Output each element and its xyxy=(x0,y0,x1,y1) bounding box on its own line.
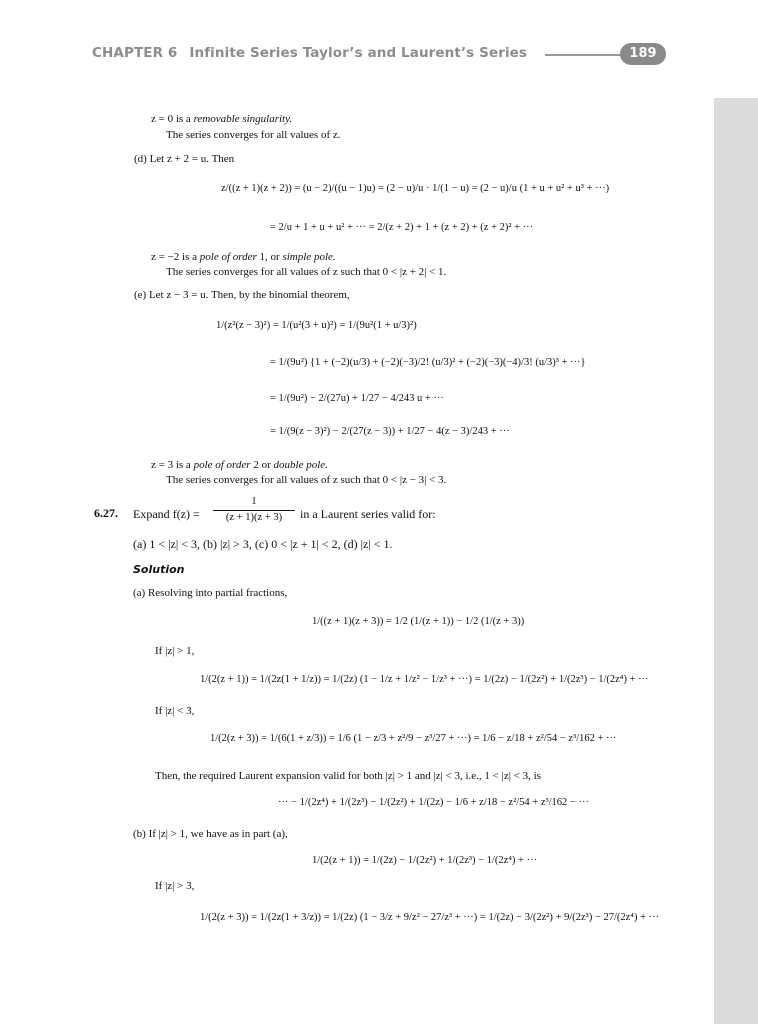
e-convergence: The series converges for all values of z such that 0 < |z − 3| < 3. xyxy=(166,474,447,486)
d-convergence: The series converges for all values of z such that 0 < |z + 2| < 1. xyxy=(166,266,447,278)
b-intro: (b) If |z| > 1, we have as in part (a), xyxy=(133,828,288,840)
chapter-title: Infinite Series Taylor’s and Laurent’s Series xyxy=(189,45,528,61)
running-header xyxy=(92,45,527,61)
if-case-1-equation: 1/(2(z + 1)) = 1/(2z(1 + 1/z)) = 1/(2z) (1 − 1/z + 1/z² − 1/z³ + ···) = 1/(2z) − 1/(2z²) + 1/(2z³) − 1/(2z⁴) + ··· xyxy=(200,674,649,685)
if-case-3: If |z| > 3, xyxy=(155,880,195,892)
problem-number: 6.27. xyxy=(94,506,118,520)
problem-statement-lead: Expand f(z) = xyxy=(133,507,200,521)
laurent-expansion: ··· − 1/(2z⁴) + 1/(2z³) − 1/(2z²) + 1/(2z) − 1/6 + z/18 − z²/54 + z³/162 − ··· xyxy=(278,797,589,808)
then-statement: Then, the required Laurent expansion valid for both |z| > 1 and |z| < 3, i.e., 1 < |z| < 3, is xyxy=(155,770,541,782)
c-convergence: The series converges for all values of z. xyxy=(166,129,341,141)
page-number: 189 xyxy=(620,43,666,65)
problem-cases: (a) 1 < |z| < 3, (b) |z| > 3, (c) 0 < |z + 1| < 2, (d) |z| < 1. xyxy=(133,537,393,551)
d-intro: (d) Let z + 2 = u. Then xyxy=(134,153,235,165)
partial-fraction-equation: 1/((z + 1)(z + 3)) = 1/2 (1/(z + 1)) − 1/2 (1/(z + 3)) xyxy=(312,616,525,627)
fraction-denominator: (z + 1)(z + 3) xyxy=(225,511,283,523)
d-equation-2: = 2/u + 1 + u + u² + ··· = 2/(z + 2) + 1 + (z + 2) + (z + 2)² + ··· xyxy=(270,222,534,233)
b-equation: 1/(2(z + 1)) = 1/(2z) − 1/(2z²) + 1/(2z³) − 1/(2z⁴) + ··· xyxy=(312,855,538,866)
e-equation-2: = 1/(9u²) {1 + (−2)(u/3) + (−2)(−3)/2! (u/3)² + (−2)(−3)(−4)/3! (u/3)³ + ···} xyxy=(270,357,586,368)
if-case-2-equation: 1/(2(z + 3)) = 1/(6(1 + z/3)) = 1/6 (1 − z/3 + z²/9 − z³/27 + ···) = 1/6 − z/18 + z²/54 − z³/162 + ··· xyxy=(210,733,617,744)
solution-label: Solution xyxy=(133,563,185,576)
a-intro: (a) Resolving into partial fractions, xyxy=(133,587,288,599)
e-equation-1: 1/(z²(z − 3)²) = 1/(u²(3 + u)²) = 1/(9u²(1 + u/3)²) xyxy=(216,320,417,331)
page-side-tab xyxy=(714,98,758,1024)
d-conclusion: z = −2 is a pole of order 1, or simple pole. xyxy=(151,251,336,263)
d-equation-1: z/((z + 1)(z + 2)) = (u − 2)/((u − 1)u) = (2 − u)/u · 1/(1 − u) = (2 − u)/u (1 + u + u² + u³ + ···) xyxy=(221,183,610,194)
e-equation-4: = 1/(9(z − 3)²) − 2/(27(z − 3)) + 1/27 − 4(z − 3)/243 + ··· xyxy=(270,426,510,437)
c-conclusion: z = 0 is a removable singularity. xyxy=(151,113,293,125)
e-equation-3: = 1/(9u²) − 2/(27u) + 1/27 − 4/243 u + ··· xyxy=(270,393,444,404)
e-conclusion: z = 3 is a pole of order 2 or double pole. xyxy=(151,459,328,471)
problem-fraction xyxy=(213,496,295,524)
fraction-bar xyxy=(213,510,295,511)
if-case-3-equation: 1/(2(z + 3)) = 1/(2z(1 + 3/z)) = 1/(2z) (1 − 3/z + 9/z² − 27/z³ + ···) = 1/(2z) − 3/(2z²) + 9/(2z³) − 27/(2z⁴) + ··· xyxy=(200,912,660,923)
chapter-label: CHAPTER 6 xyxy=(92,45,178,61)
if-case-1: If |z| > 1, xyxy=(155,645,195,657)
e-intro: (e) Let z − 3 = u. Then, by the binomial theorem, xyxy=(134,289,350,301)
if-case-2: If |z| < 3, xyxy=(155,705,195,717)
problem-statement-tail: in a Laurent series valid for: xyxy=(300,507,436,521)
header-rule xyxy=(545,54,623,56)
fraction-numerator: 1 xyxy=(251,496,257,507)
